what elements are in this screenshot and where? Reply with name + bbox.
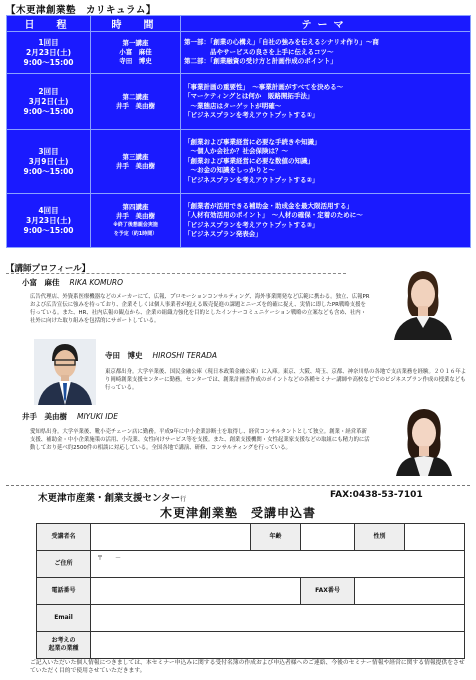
session-row [7, 32, 471, 74]
form-row [37, 605, 465, 632]
age-field[interactable] [301, 524, 355, 551]
email-field[interactable] [91, 605, 465, 632]
curriculum-header-row [7, 16, 471, 32]
lecturer-name: 寺田 博史 HIROSHI TERADA [105, 351, 218, 360]
label-gender: 性別 [355, 524, 405, 551]
session-row [7, 194, 471, 248]
session-row [7, 74, 471, 130]
cut-line [6, 485, 470, 486]
label-address: ご住所 [37, 551, 91, 578]
session-theme: 第一部：「創業の心構え」「自社の強みを伝えるシナリオ作り」～商 品やサービスの良さを上手に伝えるコツ～ 第二部：「創業融資の受け方と計画作成のポイント」 [181, 32, 471, 74]
label-email: Email [37, 605, 91, 632]
label-phone: 電話番号 [37, 578, 91, 605]
label-business: お考えの 起業の業種 [37, 632, 91, 659]
label-fax: FAX番号 [301, 578, 355, 605]
form-row [37, 524, 465, 551]
header-time: 時 間 [91, 16, 181, 32]
name-field[interactable] [91, 524, 251, 551]
application-form [36, 523, 465, 659]
lecturer-name: 小富 麻佳 RIKA KOMURO [22, 278, 124, 287]
divider [6, 273, 346, 274]
lecturer-photo [384, 404, 464, 476]
session-theme: 「創業者が活用できる補助金・助成金を最大限活用する」 「人材有効活用のポイント」 ～人材の確保・定着のために～ 「ビジネスプランを考えアウトプットする③」 「ビジネスプラン発表会」 [181, 194, 471, 248]
session-lecturer: 第二講座 井手 美由樹 [91, 74, 181, 130]
label-age: 年齢 [251, 524, 301, 551]
session-lecturer: 第一講座 小富 麻佳 寺田 博史 [91, 32, 181, 74]
lecturer-name: 井手 美由樹 MIYUKI IDE [22, 412, 118, 421]
form-row [37, 632, 465, 659]
session-theme: 「事業計画の重要性」 ～事業計画がすべてを決める～ 「マーケティングとは何か 販路開拓手法」 ～業態店はターゲットが明確～ 「ビジネスプランを考えアウトプットする①」 [181, 74, 471, 130]
lecturer-bio: 愛知県出身。大学卒業後、靴小売チェーン店に勤務。平成9年に中小企業診断士を取得し、経営コンサルタントとして独立。創業・経営革新支援、補助金・中小企業施策の活用、小売業、女性向けサービス等を支援。また、創業支援機関・女性起業家支援などの取組にも精力的に活動しており延べ約2500件の相談に対応している。全国各地で講演、研修、コンサルティングを行っている。 [30, 429, 370, 451]
postal-mark: 〒 － [97, 555, 122, 562]
curriculum-title: 【木更津創業塾 カリキュラム】 [6, 5, 156, 16]
fax-number: FAX:0438-53-7101 [330, 490, 423, 500]
form-recipient: 木更津市産業・創業支援センター行 [38, 493, 187, 504]
profile-title: 【講師プロフィール】 [6, 264, 91, 274]
session-date: 2回目 3月2日(土) 9:00～15:00 [7, 74, 91, 130]
session-date: 3回目 3月9日(土) 9:00～15:00 [7, 130, 91, 194]
fax-field[interactable] [355, 578, 465, 605]
form-title: 木更津創業塾 受講申込書 [159, 506, 316, 520]
session-date: 4回目 3月23日(土) 9:00～15:00 [7, 194, 91, 248]
session-theme: 「創業および事業経営に必要な手続きや知識」 ～個人か会社か？社会保険は？～ 「創業および事業経営に必要な数値の知識」 ～お金の知識をしっかりと～ 「ビジネスプランを考えアウトプットする②」 [181, 130, 471, 194]
phone-field[interactable] [91, 578, 301, 605]
address-field[interactable] [91, 551, 465, 578]
privacy-notice: ご記入いただいた個人情報につきましては、本セミナー申込みに関する受付名簿の作成および申込者様へのご連絡、今後のセミナー情報や経営に関する情報提供をさせていただく目的で使用させていただきます。 [30, 660, 465, 674]
session-row [7, 130, 471, 194]
lecturer-photo [34, 339, 96, 405]
lecturer-photo [380, 266, 464, 340]
form-row [37, 551, 465, 578]
header-date: 日 程 [7, 16, 91, 32]
gender-field[interactable] [405, 524, 465, 551]
lecturer-bio: 東京都出身。大学卒業後、国民金融公庫（現日本政策金融公庫）に入庫。東京、大阪、埼玉、京都、神奈川県の各地で支店業務を経験。２０１６年より岡崎創業支援センターに勤務。センターでは、創業計画書作成のポイントなどの各種セミナー講師や高校などでのビジネスプラン作成の授業なども行っている。 [105, 369, 467, 391]
curriculum-table [6, 15, 471, 248]
session-date: 1回目 2月23日(土) 9:00～15:00 [7, 32, 91, 74]
form-row [37, 578, 465, 605]
business-field[interactable] [91, 632, 465, 659]
label-name: 受講者名 [37, 524, 91, 551]
lecturer-bio: 広告代理店、外資系医療機器などのメーカーにて、広報、プロモーションコンサルティング、海外事業開発など広範に携わる。独立、広報PRおよび広告宣伝に強みを持っており、企業そしくは個人事業者が抱える販売促進の課題とニーズを的確に捉え、実情に即したPR戦略支援を行っている。また、HR、社内広報の観点から、企業の組織力強化を目的としたインナーコミュニケーション戦略の立案なども含め、社内・社外に向けた取り組みを包括的にサポートしている。 [30, 294, 370, 324]
session-lecturer: 第四講座 井手 美由樹 ※終了後懇親会実施 を予定（約1時間） [91, 194, 181, 248]
session-lecturer: 第三講座 井手 美由樹 [91, 130, 181, 194]
header-theme: テーマ [181, 16, 471, 32]
